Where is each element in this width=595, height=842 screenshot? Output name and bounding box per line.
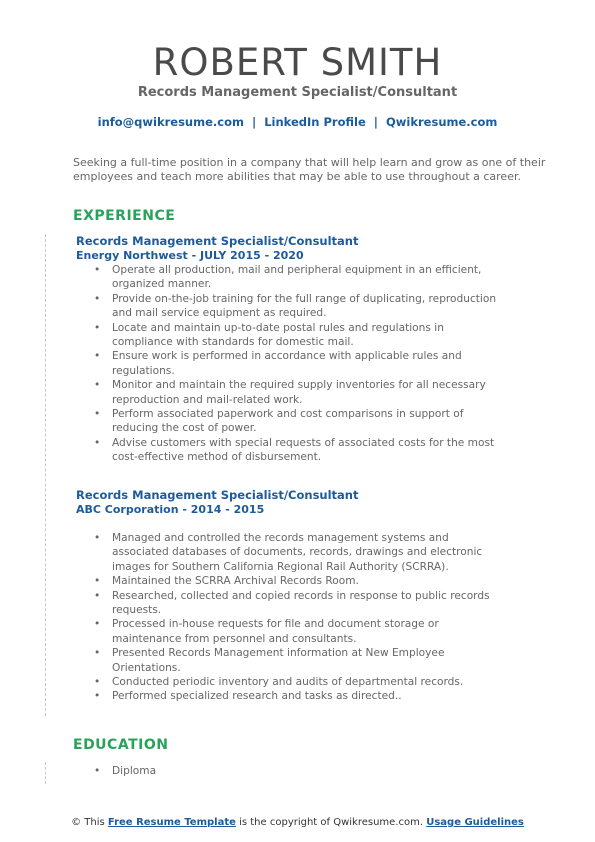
list-item: • Presented Records Management information at New Employee Orientations.	[112, 646, 507, 675]
job-entry-2	[76, 488, 546, 704]
list-item: • Managed and controlled the records management systems and associated databases of documents, records, drawings and electronic images for Southern California Regional Rail Authority (SCRRA).	[112, 531, 507, 574]
linkedin-link[interactable]: LinkedIn Profile	[264, 115, 366, 129]
email-link[interactable]: info@qwikresume.com	[97, 115, 244, 129]
summary-text: Seeking a full-time position in a company that will help learn and grow as one of their employees and teach more abilities that may be able to use throughout a career.	[73, 156, 546, 183]
list-item: • Conducted periodic inventory and audits of departmental records.	[112, 675, 507, 689]
experience-heading: EXPERIENCE	[73, 208, 176, 224]
education-heading: EDUCATION	[73, 737, 169, 753]
footer	[0, 817, 595, 828]
list-item: • Monitor and maintain the required supply inventories for all necessary reproduction and mail-related work.	[112, 378, 507, 407]
list-item: • Provide on-the-job training for the full range of duplicating, reproduction and mail service equipment as required.	[112, 292, 507, 321]
contact-separator: |	[251, 115, 257, 129]
job-company-dates: ABC Corporation - 2014 - 2015	[76, 503, 265, 516]
free-resume-template-link[interactable]: Free Resume Template	[107, 817, 236, 828]
list-item: • Ensure work is performed in accordance with applicable rules and regulations.	[112, 349, 507, 378]
contact-line	[0, 115, 595, 130]
website-link[interactable]: Qwikresume.com	[386, 115, 498, 129]
list-item: • Advise customers with special requests of associated costs for the most cost-effective method of disbursement.	[112, 436, 507, 465]
list-item: • Maintained the SCRRA Archival Records Room.	[112, 574, 507, 588]
education-list	[76, 764, 546, 778]
list-item: • Perform associated paperwork and cost comparisons in support of reducing the cost of power.	[112, 407, 507, 436]
job-entry-1	[76, 234, 546, 465]
list-item: • Researched, collected and copied records in response to public records requests.	[112, 589, 507, 618]
contact-separator: |	[373, 115, 378, 129]
candidate-role: Records Management Specialist/Consultant	[137, 85, 458, 100]
experience-divider	[45, 234, 46, 716]
list-item: • Processed in-house requests for file and document storage or maintenance from personnel and consultants.	[112, 617, 507, 646]
education-divider	[45, 762, 46, 784]
copyright-icon: ©	[71, 817, 82, 828]
job-company-dates: Energy Northwest - JULY 2015 - 2020	[76, 249, 304, 262]
job-bullets	[76, 263, 546, 465]
job-title: Records Management Specialist/Consultant	[76, 234, 359, 248]
list-item: • Locate and maintain up-to-date postal rules and regulations in compliance with standards for domestic mail.	[112, 321, 507, 350]
list-item: • Operate all production, mail and peripheral equipment in an efficient, organized manner.	[112, 263, 507, 292]
list-item: • Diploma	[112, 764, 507, 778]
footer-prefix: This	[84, 817, 105, 828]
usage-guidelines-link[interactable]: Usage Guidelines	[426, 817, 524, 828]
footer-middle-text: is the copyright of Qwikresume.com.	[239, 817, 424, 828]
candidate-name: ROBERT SMITH	[152, 41, 443, 84]
education-entry	[76, 764, 546, 778]
list-item: • Performed specialized research and tasks as directed..	[112, 689, 507, 703]
job-bullets	[76, 531, 546, 704]
job-title: Records Management Specialist/Consultant	[76, 488, 359, 502]
